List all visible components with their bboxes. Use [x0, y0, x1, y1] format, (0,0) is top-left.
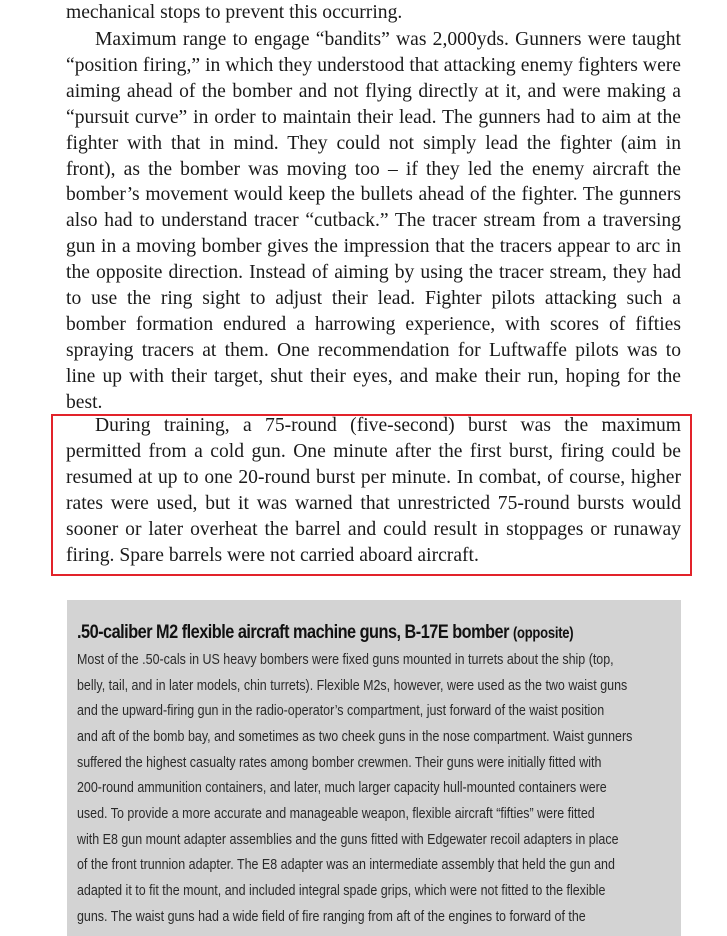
sidebar-line: and aft of the bomb bay, and sometimes as two cheek guns in the nose compartment. Waist gunners [77, 728, 633, 745]
sidebar-body [77, 648, 670, 930]
sidebar-line: and the upward-firing gun in the radio-operator’s compartment, just forward of the waist position [77, 703, 605, 720]
sidebar-line: belly, tail, and in later models, chin turrets). Flexible M2s, however, were used as the two waist guns [77, 677, 628, 694]
body-paragraph-1 [66, 27, 681, 416]
sidebar-title-text: .50-caliber M2 flexible aircraft machine guns, B-17E bomber [77, 621, 509, 643]
sidebar-line: suffered the highest casualty rates among bomber crewmen. Their guns were initially fitted with [77, 754, 602, 771]
sidebar-line: of the front trunnion adapter. The E8 adapter was an intermediate assembly that held the gun and [77, 857, 615, 874]
sidebar-caption-box [67, 600, 681, 936]
top-fragment-line: mechanical stops to prevent this occurring. [66, 2, 403, 23]
sidebar-title-tag: (opposite) [512, 625, 574, 642]
paragraph-2-text: During training, a 75-round (five-second) burst was the maximum permitted from a cold gun. One minute after the first burst, firing could be resumed at up to one 20-round burst per minute. In combat, of course, higher rates were used, but it was warned that unrestricted 75-round bursts would sooner or later overheat the barrel and could result in stoppages or runaway firing. Spare barrels were not carried aboard aircraft. [66, 415, 681, 566]
sidebar-line: 200-round ammunition containers, and later, much larger capacity hull-mounted containers were [77, 780, 607, 797]
sidebar-title [77, 620, 579, 646]
sidebar-line: with E8 gun mount adapter assemblies and the guns fitted with Edgewater recoil adapters in place [77, 831, 619, 848]
sidebar-line: Most of the .50-cals in US heavy bombers were fixed guns mounted in turrets about the ship (top, [77, 652, 614, 668]
sidebar-line: used. To provide a more accurate and manageable weapon, flexible aircraft “fifties” were fitted [77, 805, 595, 822]
paragraph-1-text: Maximum range to engage “bandits” was 2,000yds. Gunners were taught “position firing,” in which they understood that attacking enemy fighters were aiming ahead of the bomber and not flying directly at it, and were making a “pursuit curve” in order to maintain their lead. The gunners had to aim at the fighter with that in mind. They could not simply lead the fighter (aim in front), as the bomber was moving too – if they led the enemy aircraft the bomber’s movement would keep the bullets ahead of the fighter. The gunners also had to understand tracer “cutback.” The tracer stream from a traversing gun in a moving bomber gives the impression that the tracers appear to arc in the opposite direction. Instead of aiming by using the tracer stream, they had to use the ring sight to adjust their lead. Fighter pilots attacking such a bomber formation endured a harrowing experience, with scores of fifties spraying tracers at them. One recommendation for Luftwaffe pilots was to line up with their target, shut their eyes, and make their run, hoping for the best. [66, 29, 681, 413]
sidebar-line: adapted it to fit the mount, and included integral spade grips, which were not fitted to the flexible [77, 882, 606, 899]
highlight-box [51, 414, 692, 576]
sidebar-line: guns. The waist guns had a wide field of fire ranging from aft of the engines to forward of the [77, 908, 586, 925]
top-text-fragment [66, 0, 681, 26]
